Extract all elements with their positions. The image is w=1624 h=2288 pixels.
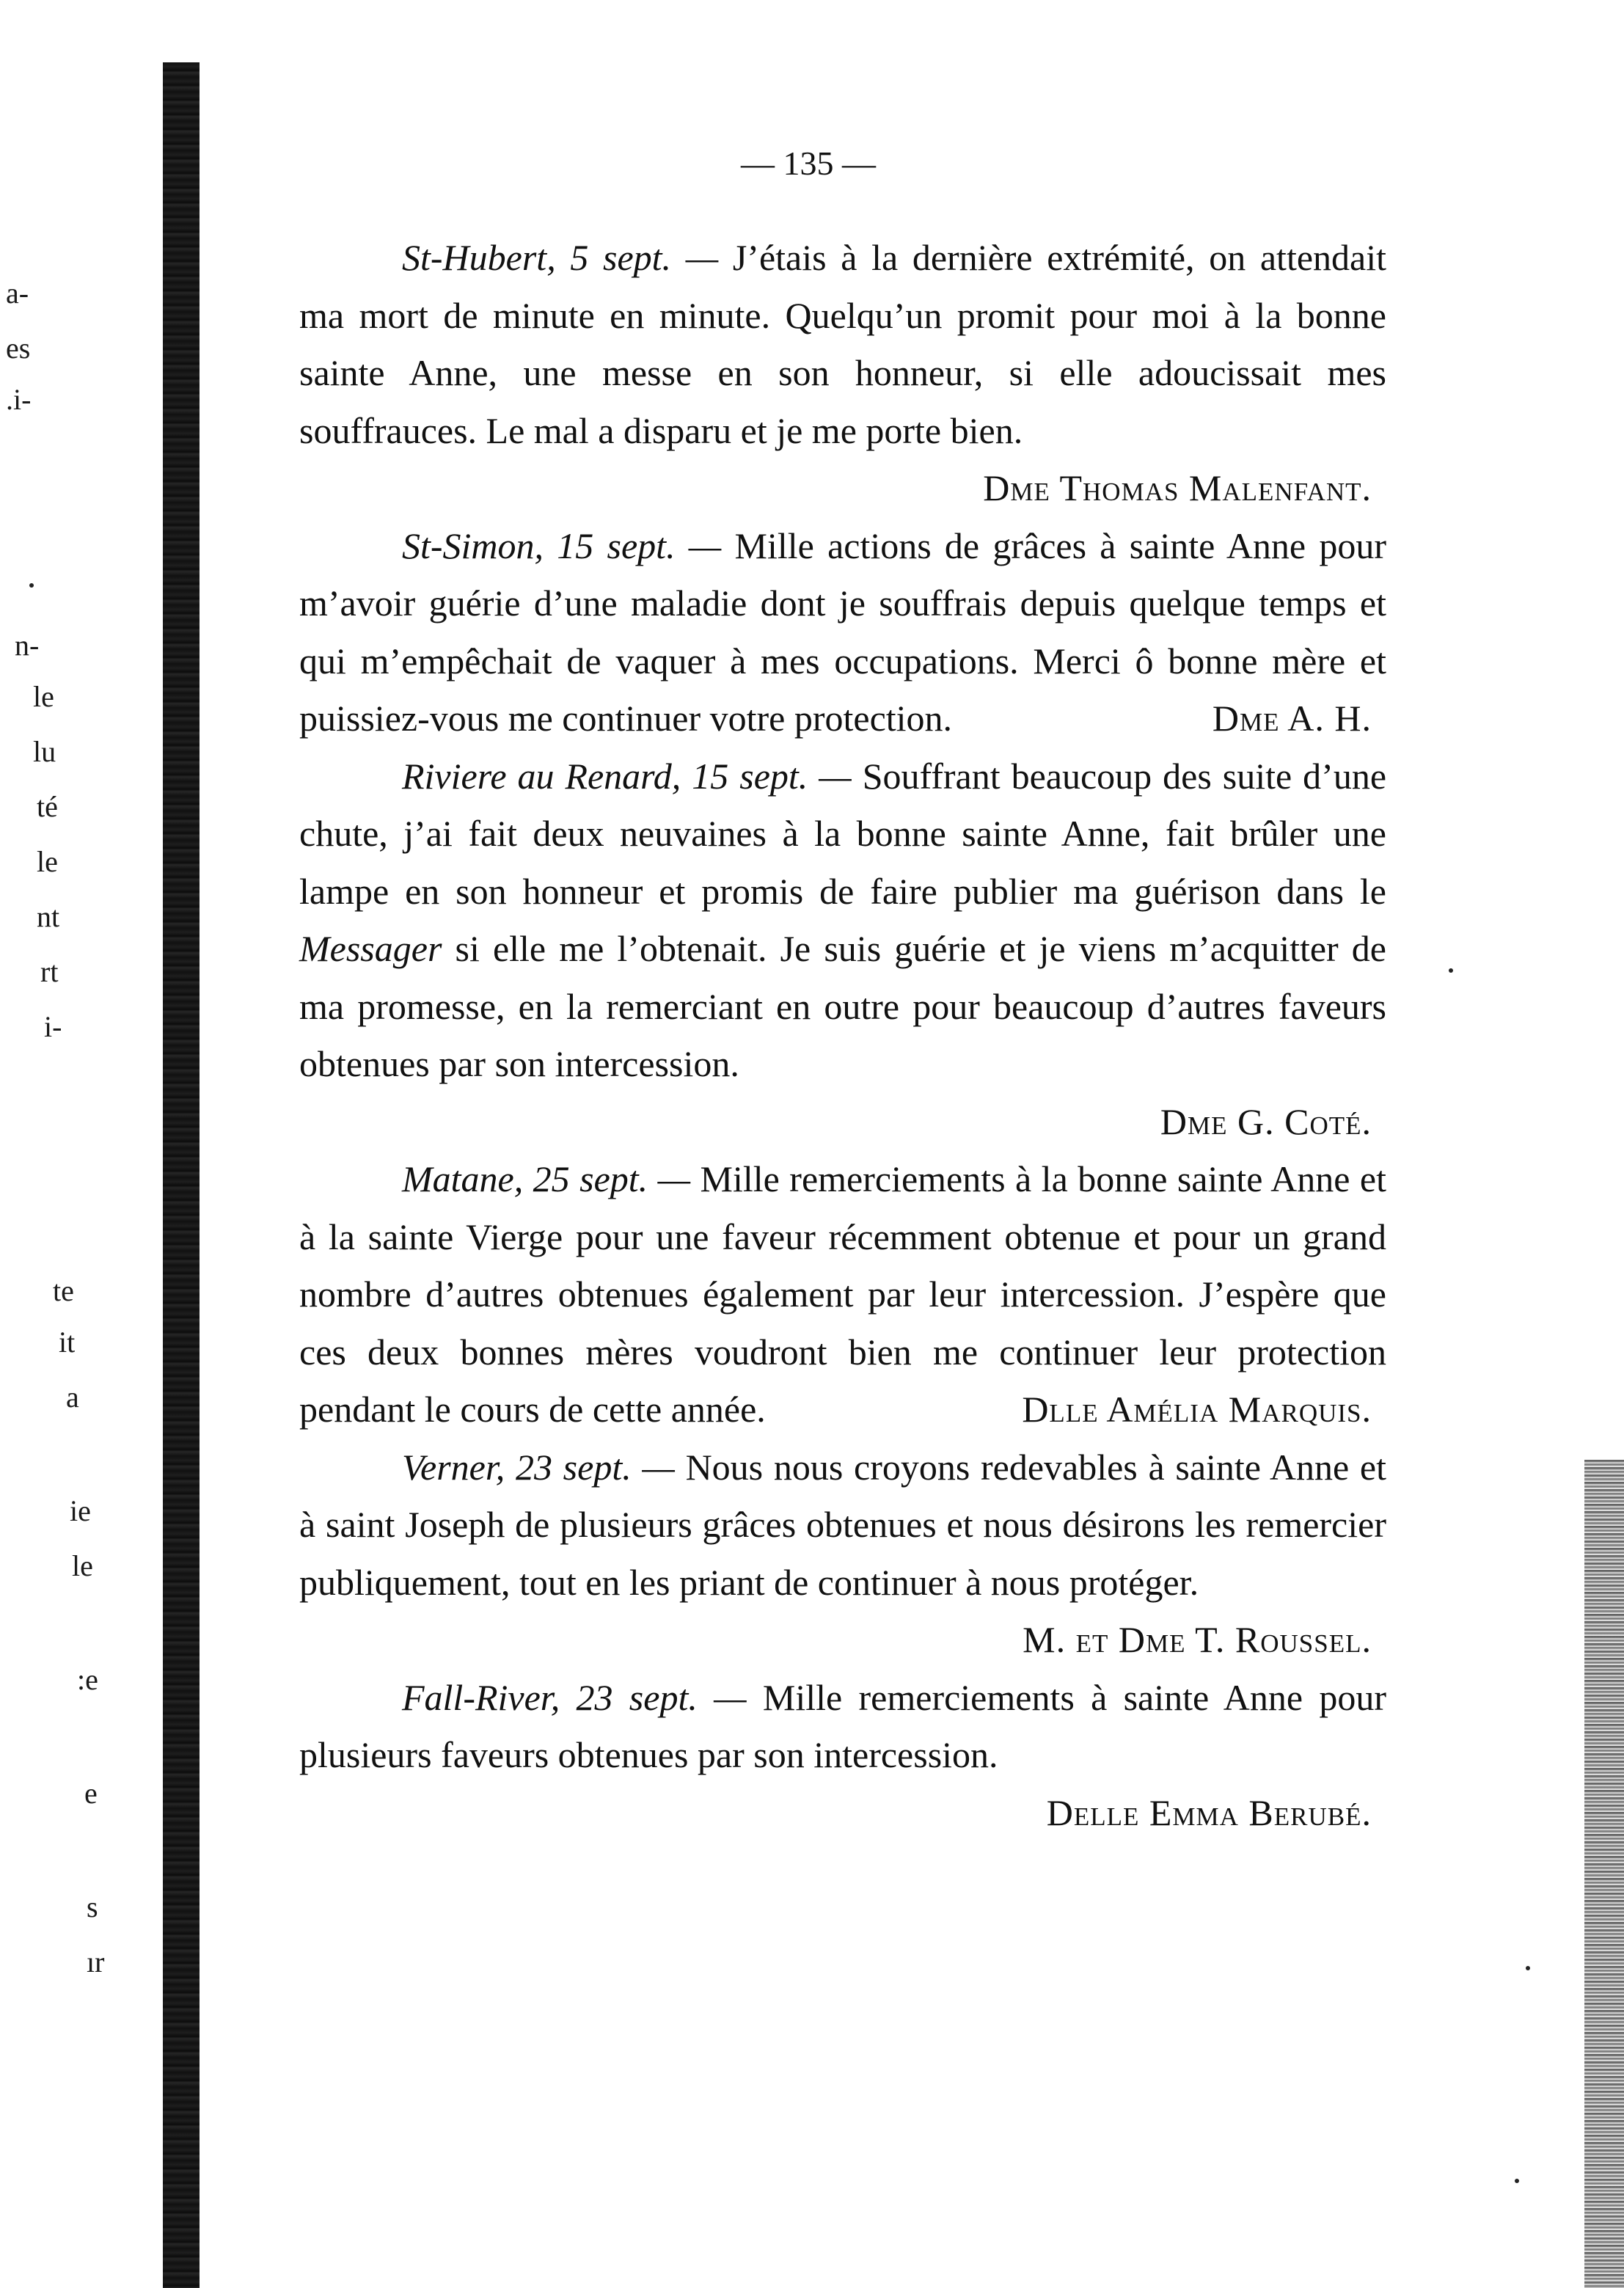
facing-page-fragment: nt xyxy=(37,900,60,933)
testimonial-entry xyxy=(299,517,1386,748)
testimonial-entry xyxy=(299,1669,1386,1842)
entry-text: Mille remerciements à sainte Anne pour plusieurs faveurs obtenues par son intercession. xyxy=(299,1676,1387,1775)
print-speck xyxy=(1515,2179,1519,2183)
entry-italic-title: Messager xyxy=(299,928,442,969)
entry-date: 23 sept. — xyxy=(505,1446,675,1488)
entry-paragraph xyxy=(299,1439,1386,1612)
facing-page-fragment: te xyxy=(53,1274,74,1307)
facing-page-fragment: i- xyxy=(44,1010,62,1043)
entry-signature: Dlle Amélia Marquis. xyxy=(1022,1389,1372,1430)
print-speck xyxy=(1449,968,1453,973)
entry-paragraph xyxy=(299,1669,1386,1784)
entry-place: St-Simon, xyxy=(402,525,544,566)
facing-page-fragment: it xyxy=(59,1326,76,1359)
entry-date: 5 sept. — xyxy=(555,237,719,278)
print-speck xyxy=(29,583,34,588)
entry-place: Matane, xyxy=(402,1158,524,1199)
entry-date: 25 sept. — xyxy=(523,1158,691,1199)
entry-place: Riviere au Renard, xyxy=(402,755,681,797)
entry-paragraph xyxy=(299,229,1387,508)
entry-paragraph xyxy=(299,517,1386,748)
facing-page-fragment: a xyxy=(66,1381,79,1414)
entry-paragraph xyxy=(299,1150,1386,1439)
facing-page-fragment: ie xyxy=(70,1494,91,1527)
entry-text: Nous nous croyons redevables à sainte Anne et à saint Joseph de plusieurs grâces obtenues et nous désirons les remercier publiquement, tout en les priant de continuer à nous protéger. xyxy=(299,1446,1387,1603)
entry-text-continued: si elle me l’obtenait. Je suis guérie et je viens m’acquitter de ma promesse, en la remerciant en outre pour beaucoup d’autres faveurs obtenues par son intercession. xyxy=(299,928,1386,1084)
entry-signature: Delle Emma Berubé. xyxy=(1046,1791,1372,1833)
entry-date: 15 sept. — xyxy=(544,525,722,566)
entry-place: Fall-River, xyxy=(402,1676,560,1718)
entry-signature: Dme G. Coté. xyxy=(1160,1100,1372,1142)
entry-text: J’étais à la dernière extrémité, on attendait ma mort de minute en minute. Quelqu’un promit pour moi à la bonne sainte Anne, une messe en son honneur, si elle adoucissait mes souffrauces. Le mal a disparu et je me porte bien. xyxy=(299,237,1387,451)
entry-date: 23 sept. — xyxy=(560,1676,747,1718)
testimonial-entry xyxy=(299,229,1386,517)
page-number: — 135 — xyxy=(741,145,876,182)
facing-page-fragment: :e xyxy=(77,1663,98,1696)
facing-page-fragment: rt xyxy=(40,955,59,988)
facing-page-fragment: e xyxy=(84,1777,98,1810)
entry-place: St-Hubert, xyxy=(402,237,556,278)
facing-page-fragment: .i- xyxy=(6,383,32,416)
facing-page-fragment: a- xyxy=(6,277,29,310)
facing-page-fragment: n- xyxy=(15,629,40,662)
entry-signature: Dme Thomas Malenfant. xyxy=(983,467,1372,508)
testimonial-entry xyxy=(299,748,1386,1151)
facing-page-fragment: té xyxy=(37,790,58,823)
testimonial-entry xyxy=(299,1150,1386,1439)
book-binding-gutter xyxy=(163,62,200,2288)
facing-page-fragment: le xyxy=(37,845,58,878)
entry-signature: M. et Dme T. Roussel. xyxy=(1023,1619,1372,1660)
testimonial-entry xyxy=(299,1439,1386,1669)
facing-page-fragment: le xyxy=(33,680,54,713)
entry-signature: Dme A. H. xyxy=(1212,698,1372,739)
facing-page-fragment: lu xyxy=(33,735,56,768)
entry-place: Verner, xyxy=(402,1446,505,1488)
facing-page-fragment: le xyxy=(72,1549,93,1582)
entry-text: Mille actions de grâces à sainte Anne pour m’avoir guérie d’une maladie dont je souffrais depuis quelque temps et qui m’empêchait de vaquer à mes occupations. Merci ô bonne mère et puissiez-vous me continuer votre protection. xyxy=(299,525,1387,739)
entry-paragraph xyxy=(299,748,1386,1093)
print-speck xyxy=(1526,1966,1530,1970)
page-edge-speckle xyxy=(1584,1460,1624,2288)
facing-page-fragment: es xyxy=(6,332,31,365)
entry-date: 15 sept. — xyxy=(681,755,852,797)
main-text-block xyxy=(299,229,1386,1841)
facing-page-fragment: s xyxy=(87,1890,98,1923)
entry-text: Souffrant beaucoup des suite d’une chute, j’ai fait deux neuvaines à la bonne sainte Anne, fait brûler une lampe en son honneur et promis de faire publier ma guérison dans le xyxy=(299,755,1387,912)
facing-page-fragment: ır xyxy=(87,1945,105,1978)
entry-text: Mille remerciements à la bonne sainte Anne et à la sainte Vierge pour une faveur récemment obtenue et pour un grand nombre d’autres obtenues également par leur intercession. J’espère que ces deux bonnes mères voudront bien me continuer leur protection pendant le cours de cette année. xyxy=(299,1158,1386,1430)
